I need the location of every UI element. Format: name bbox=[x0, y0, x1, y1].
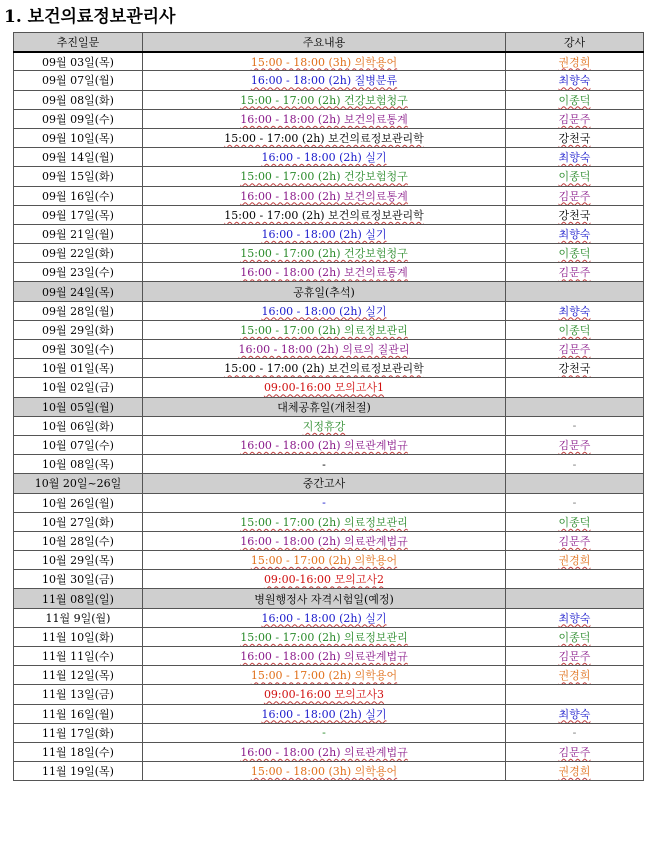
row-content bbox=[143, 493, 506, 512]
table-row bbox=[14, 205, 644, 224]
row-instructor bbox=[506, 685, 644, 704]
row-date: 09월 08일(화) bbox=[14, 90, 143, 109]
row-content bbox=[143, 148, 506, 167]
row-instructor bbox=[506, 244, 644, 263]
row-instructor bbox=[506, 551, 644, 570]
row-date: 09월 17일(목) bbox=[14, 205, 143, 224]
row-instructor-text: 김문주 bbox=[558, 189, 591, 203]
table-row bbox=[14, 666, 644, 685]
row-instructor-text: 최향숙 bbox=[558, 74, 591, 88]
row-date: 10월 20일~26일 bbox=[14, 474, 143, 493]
row-instructor bbox=[506, 493, 644, 512]
row-instructor bbox=[506, 474, 644, 493]
row-instructor-text: 김문주 bbox=[558, 112, 591, 126]
table-row bbox=[14, 167, 644, 186]
row-content bbox=[143, 685, 506, 704]
row-content-text: 16:00 - 18:00 (2h) 보건의료통계 bbox=[240, 189, 408, 203]
row-content-text: 09:00-16:00 모의고사3 bbox=[263, 688, 385, 702]
row-instructor-text: 김문주 bbox=[558, 534, 591, 548]
row-date: 09월 10일(목) bbox=[14, 128, 143, 147]
row-date: 11월 12일(목) bbox=[14, 666, 143, 685]
row-content bbox=[143, 282, 506, 301]
row-instructor bbox=[506, 128, 644, 147]
table-row bbox=[14, 263, 644, 282]
row-instructor bbox=[506, 224, 644, 243]
row-content-text: 09:00-16:00 모의고사2 bbox=[263, 573, 385, 587]
row-content bbox=[143, 512, 506, 531]
header-content: 주요내용 bbox=[143, 33, 506, 52]
table-row bbox=[14, 474, 644, 493]
row-content bbox=[143, 608, 506, 627]
row-content bbox=[143, 167, 506, 186]
row-instructor bbox=[506, 282, 644, 301]
row-instructor-text: 강천국 bbox=[558, 362, 591, 376]
row-instructor-text: 이종덕 bbox=[558, 323, 591, 337]
row-content-text: 중간고사 bbox=[302, 477, 346, 491]
row-date: 11월 19일(목) bbox=[14, 762, 143, 781]
row-instructor-text: 권경희 bbox=[558, 765, 591, 779]
row-instructor bbox=[506, 263, 644, 282]
row-instructor-text: 권경희 bbox=[558, 554, 591, 568]
row-content bbox=[143, 244, 506, 263]
row-content bbox=[143, 397, 506, 416]
row-content bbox=[143, 416, 506, 435]
row-date: 09월 15일(화) bbox=[14, 167, 143, 186]
row-instructor-text: 이종덕 bbox=[558, 170, 591, 184]
row-content bbox=[143, 301, 506, 320]
row-instructor bbox=[506, 320, 644, 339]
row-instructor-text: 최향숙 bbox=[558, 227, 591, 241]
table-row bbox=[14, 627, 644, 646]
row-content-text: - bbox=[322, 457, 326, 471]
row-instructor-text: 김문주 bbox=[558, 746, 591, 760]
table-row bbox=[14, 301, 644, 320]
table-row bbox=[14, 282, 644, 301]
row-instructor bbox=[506, 148, 644, 167]
row-instructor bbox=[506, 531, 644, 550]
row-instructor-text: 권경희 bbox=[558, 669, 591, 683]
schedule-body bbox=[14, 52, 644, 781]
row-instructor-text: 권경희 bbox=[558, 55, 591, 69]
row-date: 09월 21일(월) bbox=[14, 224, 143, 243]
table-row bbox=[14, 570, 644, 589]
row-date: 11월 10일(화) bbox=[14, 627, 143, 646]
header-row bbox=[14, 33, 644, 52]
row-date: 09월 29일(화) bbox=[14, 320, 143, 339]
row-date: 09월 28일(월) bbox=[14, 301, 143, 320]
row-content bbox=[143, 52, 506, 71]
row-content-text: 15:00 - 17:00 (2h) 건강보험청구 bbox=[240, 93, 408, 107]
row-date: 10월 05일(월) bbox=[14, 397, 143, 416]
row-content-text: 16:00 - 18:00 (2h) 질병분류 bbox=[250, 74, 398, 88]
row-instructor-text: - bbox=[572, 457, 577, 471]
row-content-text: 16:00 - 18:00 (2h) 실기 bbox=[261, 304, 387, 318]
row-content bbox=[143, 647, 506, 666]
schedule-table bbox=[13, 32, 644, 781]
row-instructor bbox=[506, 52, 644, 71]
table-row bbox=[14, 455, 644, 474]
row-instructor bbox=[506, 378, 644, 397]
row-date: 10월 27일(화) bbox=[14, 512, 143, 531]
table-row bbox=[14, 512, 644, 531]
row-instructor bbox=[506, 71, 644, 90]
row-instructor-text: 이종덕 bbox=[558, 247, 591, 261]
row-date: 10월 08일(목) bbox=[14, 455, 143, 474]
page-title: 1. 보건의료정보관리사 bbox=[4, 7, 176, 27]
row-instructor-text: 김문주 bbox=[558, 650, 591, 664]
row-date: 09월 07일(월) bbox=[14, 71, 143, 90]
row-content-text: 15:00 - 17:00 (2h) 건강보험청구 bbox=[240, 170, 408, 184]
row-content bbox=[143, 109, 506, 128]
row-content-text: 15:00 - 17:00 (2h) 의학용어 bbox=[250, 554, 398, 568]
row-date: 09월 14일(월) bbox=[14, 148, 143, 167]
row-instructor bbox=[506, 666, 644, 685]
row-instructor-text: - bbox=[572, 726, 577, 740]
row-content-text: 09:00-16:00 모의고사1 bbox=[263, 381, 385, 395]
row-content-text: 병원행정사 자격시험일(예정) bbox=[254, 592, 394, 606]
table-row bbox=[14, 589, 644, 608]
row-instructor bbox=[506, 762, 644, 781]
row-date: 10월 28일(수) bbox=[14, 531, 143, 550]
table-row bbox=[14, 435, 644, 454]
row-content bbox=[143, 378, 506, 397]
row-date: 10월 30일(금) bbox=[14, 570, 143, 589]
row-instructor-text: 김문주 bbox=[558, 343, 591, 357]
table-row bbox=[14, 397, 644, 416]
row-content-text: 15:00 - 17:00 (2h) 보건의료정보관리학 bbox=[224, 362, 424, 376]
row-content-text: 16:00 - 18:00 (2h) 보건의료통계 bbox=[240, 112, 408, 126]
row-content-text: 16:00 - 18:00 (2h) 보건의료통계 bbox=[240, 266, 408, 280]
row-instructor-text: - bbox=[572, 419, 577, 433]
row-instructor bbox=[506, 723, 644, 742]
row-instructor-text: 이종덕 bbox=[558, 515, 591, 529]
row-content bbox=[143, 531, 506, 550]
row-date: 09월 24일(목) bbox=[14, 282, 143, 301]
row-instructor bbox=[506, 647, 644, 666]
row-content-text: 15:00 - 17:00 (2h) 의료정보관리 bbox=[240, 323, 408, 337]
table-row bbox=[14, 90, 644, 109]
row-content-text: 16:00 - 18:00 (2h) 의료관계법규 bbox=[240, 650, 408, 664]
row-content bbox=[143, 742, 506, 761]
row-instructor bbox=[506, 589, 644, 608]
row-content bbox=[143, 570, 506, 589]
row-content-text: 15:00 - 17:00 (2h) 건강보험청구 bbox=[240, 247, 408, 261]
row-content-text: - bbox=[322, 726, 326, 740]
row-content bbox=[143, 205, 506, 224]
row-content-text: 대체공휴일(개천절) bbox=[277, 400, 371, 414]
row-content-text: 16:00 - 18:00 (2h) 실기 bbox=[261, 227, 387, 241]
row-content bbox=[143, 474, 506, 493]
row-content bbox=[143, 359, 506, 378]
row-instructor bbox=[506, 340, 644, 359]
row-content-text: 15:00 - 17:00 (2h) 보건의료정보관리학 bbox=[224, 208, 424, 222]
row-content-text: 15:00 - 17:00 (2h) 의료정보관리 bbox=[240, 515, 408, 529]
row-content-text: 16:00 - 18:00 (2h) 의료관계법규 bbox=[240, 746, 408, 760]
row-date: 09월 03일(목) bbox=[14, 52, 143, 71]
row-content bbox=[143, 263, 506, 282]
row-instructor-text: 최향숙 bbox=[558, 151, 591, 165]
row-instructor bbox=[506, 397, 644, 416]
row-date: 11월 11일(수) bbox=[14, 647, 143, 666]
row-instructor-text: 강천국 bbox=[558, 132, 591, 146]
table-row bbox=[14, 551, 644, 570]
row-content bbox=[143, 762, 506, 781]
table-row bbox=[14, 762, 644, 781]
row-date: 09월 16일(수) bbox=[14, 186, 143, 205]
row-date: 09월 09일(수) bbox=[14, 109, 143, 128]
row-date: 11월 9일(월) bbox=[14, 608, 143, 627]
row-content-text: 16:00 - 18:00 (2h) 의료관계법규 bbox=[240, 534, 408, 548]
row-instructor bbox=[506, 109, 644, 128]
row-instructor-text: 이종덕 bbox=[558, 630, 591, 644]
row-date: 10월 06일(화) bbox=[14, 416, 143, 435]
table-row bbox=[14, 128, 644, 147]
header-date: 추진일문 bbox=[14, 33, 143, 52]
row-date: 11월 08일(일) bbox=[14, 589, 143, 608]
row-content bbox=[143, 340, 506, 359]
table-row bbox=[14, 742, 644, 761]
table-row bbox=[14, 704, 644, 723]
row-date: 11월 16일(월) bbox=[14, 704, 143, 723]
table-row bbox=[14, 416, 644, 435]
table-row bbox=[14, 224, 644, 243]
table-row bbox=[14, 685, 644, 704]
row-instructor bbox=[506, 416, 644, 435]
row-instructor bbox=[506, 359, 644, 378]
row-date: 11월 13일(금) bbox=[14, 685, 143, 704]
row-content bbox=[143, 704, 506, 723]
table-row bbox=[14, 608, 644, 627]
table-row bbox=[14, 148, 644, 167]
row-content-text: 15:00 - 18:00 (3h) 의학용어 bbox=[250, 765, 398, 779]
row-date: 10월 29일(목) bbox=[14, 551, 143, 570]
row-content bbox=[143, 589, 506, 608]
row-instructor-text: 김문주 bbox=[558, 266, 591, 280]
row-instructor-text: 최향숙 bbox=[558, 611, 591, 625]
row-content bbox=[143, 224, 506, 243]
row-date: 11월 17일(화) bbox=[14, 723, 143, 742]
row-date: 09월 22일(화) bbox=[14, 244, 143, 263]
table-row bbox=[14, 493, 644, 512]
row-content-text: 16:00 - 18:00 (2h) 의료의 질관리 bbox=[238, 343, 410, 357]
row-content bbox=[143, 666, 506, 685]
row-instructor bbox=[506, 512, 644, 531]
row-content-text: 15:00 - 17:00 (2h) 의료정보관리 bbox=[240, 630, 408, 644]
row-instructor bbox=[506, 186, 644, 205]
table-row bbox=[14, 320, 644, 339]
row-content bbox=[143, 723, 506, 742]
row-instructor-text: - bbox=[572, 496, 577, 510]
table-row bbox=[14, 359, 644, 378]
row-instructor bbox=[506, 435, 644, 454]
header-instructor: 강사 bbox=[506, 33, 644, 52]
row-instructor bbox=[506, 704, 644, 723]
row-instructor-text: 김문주 bbox=[558, 439, 591, 453]
table-row bbox=[14, 531, 644, 550]
row-content bbox=[143, 627, 506, 646]
table-row bbox=[14, 71, 644, 90]
row-instructor bbox=[506, 627, 644, 646]
row-instructor-text: 최향숙 bbox=[558, 304, 591, 318]
row-content-text: 15:00 - 17:00 (2h) 의학용어 bbox=[250, 669, 398, 683]
row-instructor bbox=[506, 90, 644, 109]
row-instructor bbox=[506, 570, 644, 589]
row-instructor bbox=[506, 167, 644, 186]
row-content-text: 16:00 - 18:00 (2h) 실기 bbox=[261, 611, 387, 625]
row-date: 09월 23일(수) bbox=[14, 263, 143, 282]
table-row bbox=[14, 52, 644, 71]
row-content bbox=[143, 186, 506, 205]
row-date: 10월 26일(월) bbox=[14, 493, 143, 512]
row-date: 11월 18일(수) bbox=[14, 742, 143, 761]
row-date: 10월 07일(수) bbox=[14, 435, 143, 454]
row-content-text: 15:00 - 18:00 (3h) 의학용어 bbox=[250, 55, 398, 69]
row-instructor-text: 강천국 bbox=[558, 208, 591, 222]
row-content-text: 15:00 - 17:00 (2h) 보건의료정보관리학 bbox=[224, 132, 424, 146]
table-row bbox=[14, 109, 644, 128]
row-content bbox=[143, 90, 506, 109]
table-row bbox=[14, 378, 644, 397]
table-row bbox=[14, 186, 644, 205]
row-date: 09월 30일(수) bbox=[14, 340, 143, 359]
row-instructor bbox=[506, 742, 644, 761]
row-content-text: 지정휴강 bbox=[302, 419, 346, 433]
table-row bbox=[14, 647, 644, 666]
row-instructor bbox=[506, 608, 644, 627]
row-instructor bbox=[506, 455, 644, 474]
table-row bbox=[14, 723, 644, 742]
row-content-text: - bbox=[322, 496, 326, 510]
table-row bbox=[14, 340, 644, 359]
row-content-text: 16:00 - 18:00 (2h) 실기 bbox=[261, 707, 387, 721]
row-content bbox=[143, 435, 506, 454]
row-instructor bbox=[506, 301, 644, 320]
row-content-text: 16:00 - 18:00 (2h) 의료관계법규 bbox=[240, 439, 408, 453]
row-content bbox=[143, 551, 506, 570]
row-content bbox=[143, 128, 506, 147]
row-content bbox=[143, 455, 506, 474]
row-instructor bbox=[506, 205, 644, 224]
row-date: 10월 02일(금) bbox=[14, 378, 143, 397]
row-instructor-text: 최향숙 bbox=[558, 707, 591, 721]
row-date: 10월 01일(목) bbox=[14, 359, 143, 378]
row-content bbox=[143, 320, 506, 339]
row-content-text: 공휴일(추석) bbox=[293, 285, 355, 299]
table-row bbox=[14, 244, 644, 263]
row-content bbox=[143, 71, 506, 90]
row-content-text: 16:00 - 18:00 (2h) 실기 bbox=[261, 151, 387, 165]
row-instructor-text: 이종덕 bbox=[558, 93, 591, 107]
